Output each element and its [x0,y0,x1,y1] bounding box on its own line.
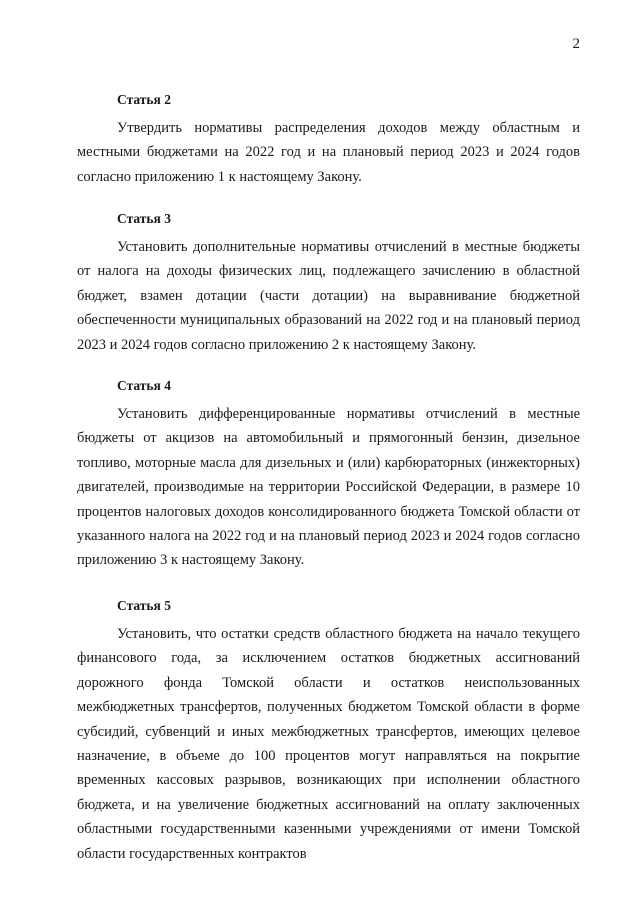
article-4 [77,376,580,573]
article-3 [77,209,580,357]
article-heading: Статья 4 [117,378,171,393]
article-heading: Статья 2 [117,92,171,107]
article-heading: Статья 5 [117,598,171,613]
article-5 [77,596,580,866]
article-text: Утвердить нормативы распределения доходов между областным и местными бюджетами на 2022 год и на плановый период 2023 и 2024 годов согласно приложению 1 к настоящему Закону. [77,120,580,185]
page-number: 2 [572,36,580,52]
article-text: Установить дополнительные нормативы отчислений в местные бюджеты от налога на доходы физических лиц, подлежащего зачислению в областной бюджет, взамен дотации (части дотации) на выравнивание бюджетной обеспеченности муниципальных образований на 2022 год и на плановый период 2023 и 2024 годов согласно приложению 2 к настоящему Закону. [77,239,580,353]
article-text: Установить дифференцированные нормативы отчислений в местные бюджеты от акцизов на автомобильный и прямогонный бензин, дизельное топливо, моторные масла для дизельных и (или) карбюраторных (инжекторных) двигателей, производимые на территории Российской Федерации, в размере 10 процентов налоговых доходов консолидированного бюджета Томской области от указанного налога на 2022 год и на плановый период 2023 и 2024 годов согласно приложению 3 к настоящему Закону. [77,406,580,569]
article-text: Установить, что остатки средств областного бюджета на начало текущего финансового года, за исключением остатков бюджетных ассигнований дорожного фонда Томской области и остатков неиспользованных межбюджетных трансфертов, полученных бюджетом Томской области в форме субсидий, субвенций и иных межбюджетных трансфертов, имеющих целевое назначение, в объеме до 100 процентов могут направляться на покрытие временных кассовых разрывов, возникающих при исполнении областного бюджета, и на увеличение бюджетных ассигнований на оплату заключенных областными государственными казенными учреждениями от имени Томской области государственных контрактов [77,626,580,862]
article-2 [77,90,580,189]
article-heading: Статья 3 [117,211,171,226]
